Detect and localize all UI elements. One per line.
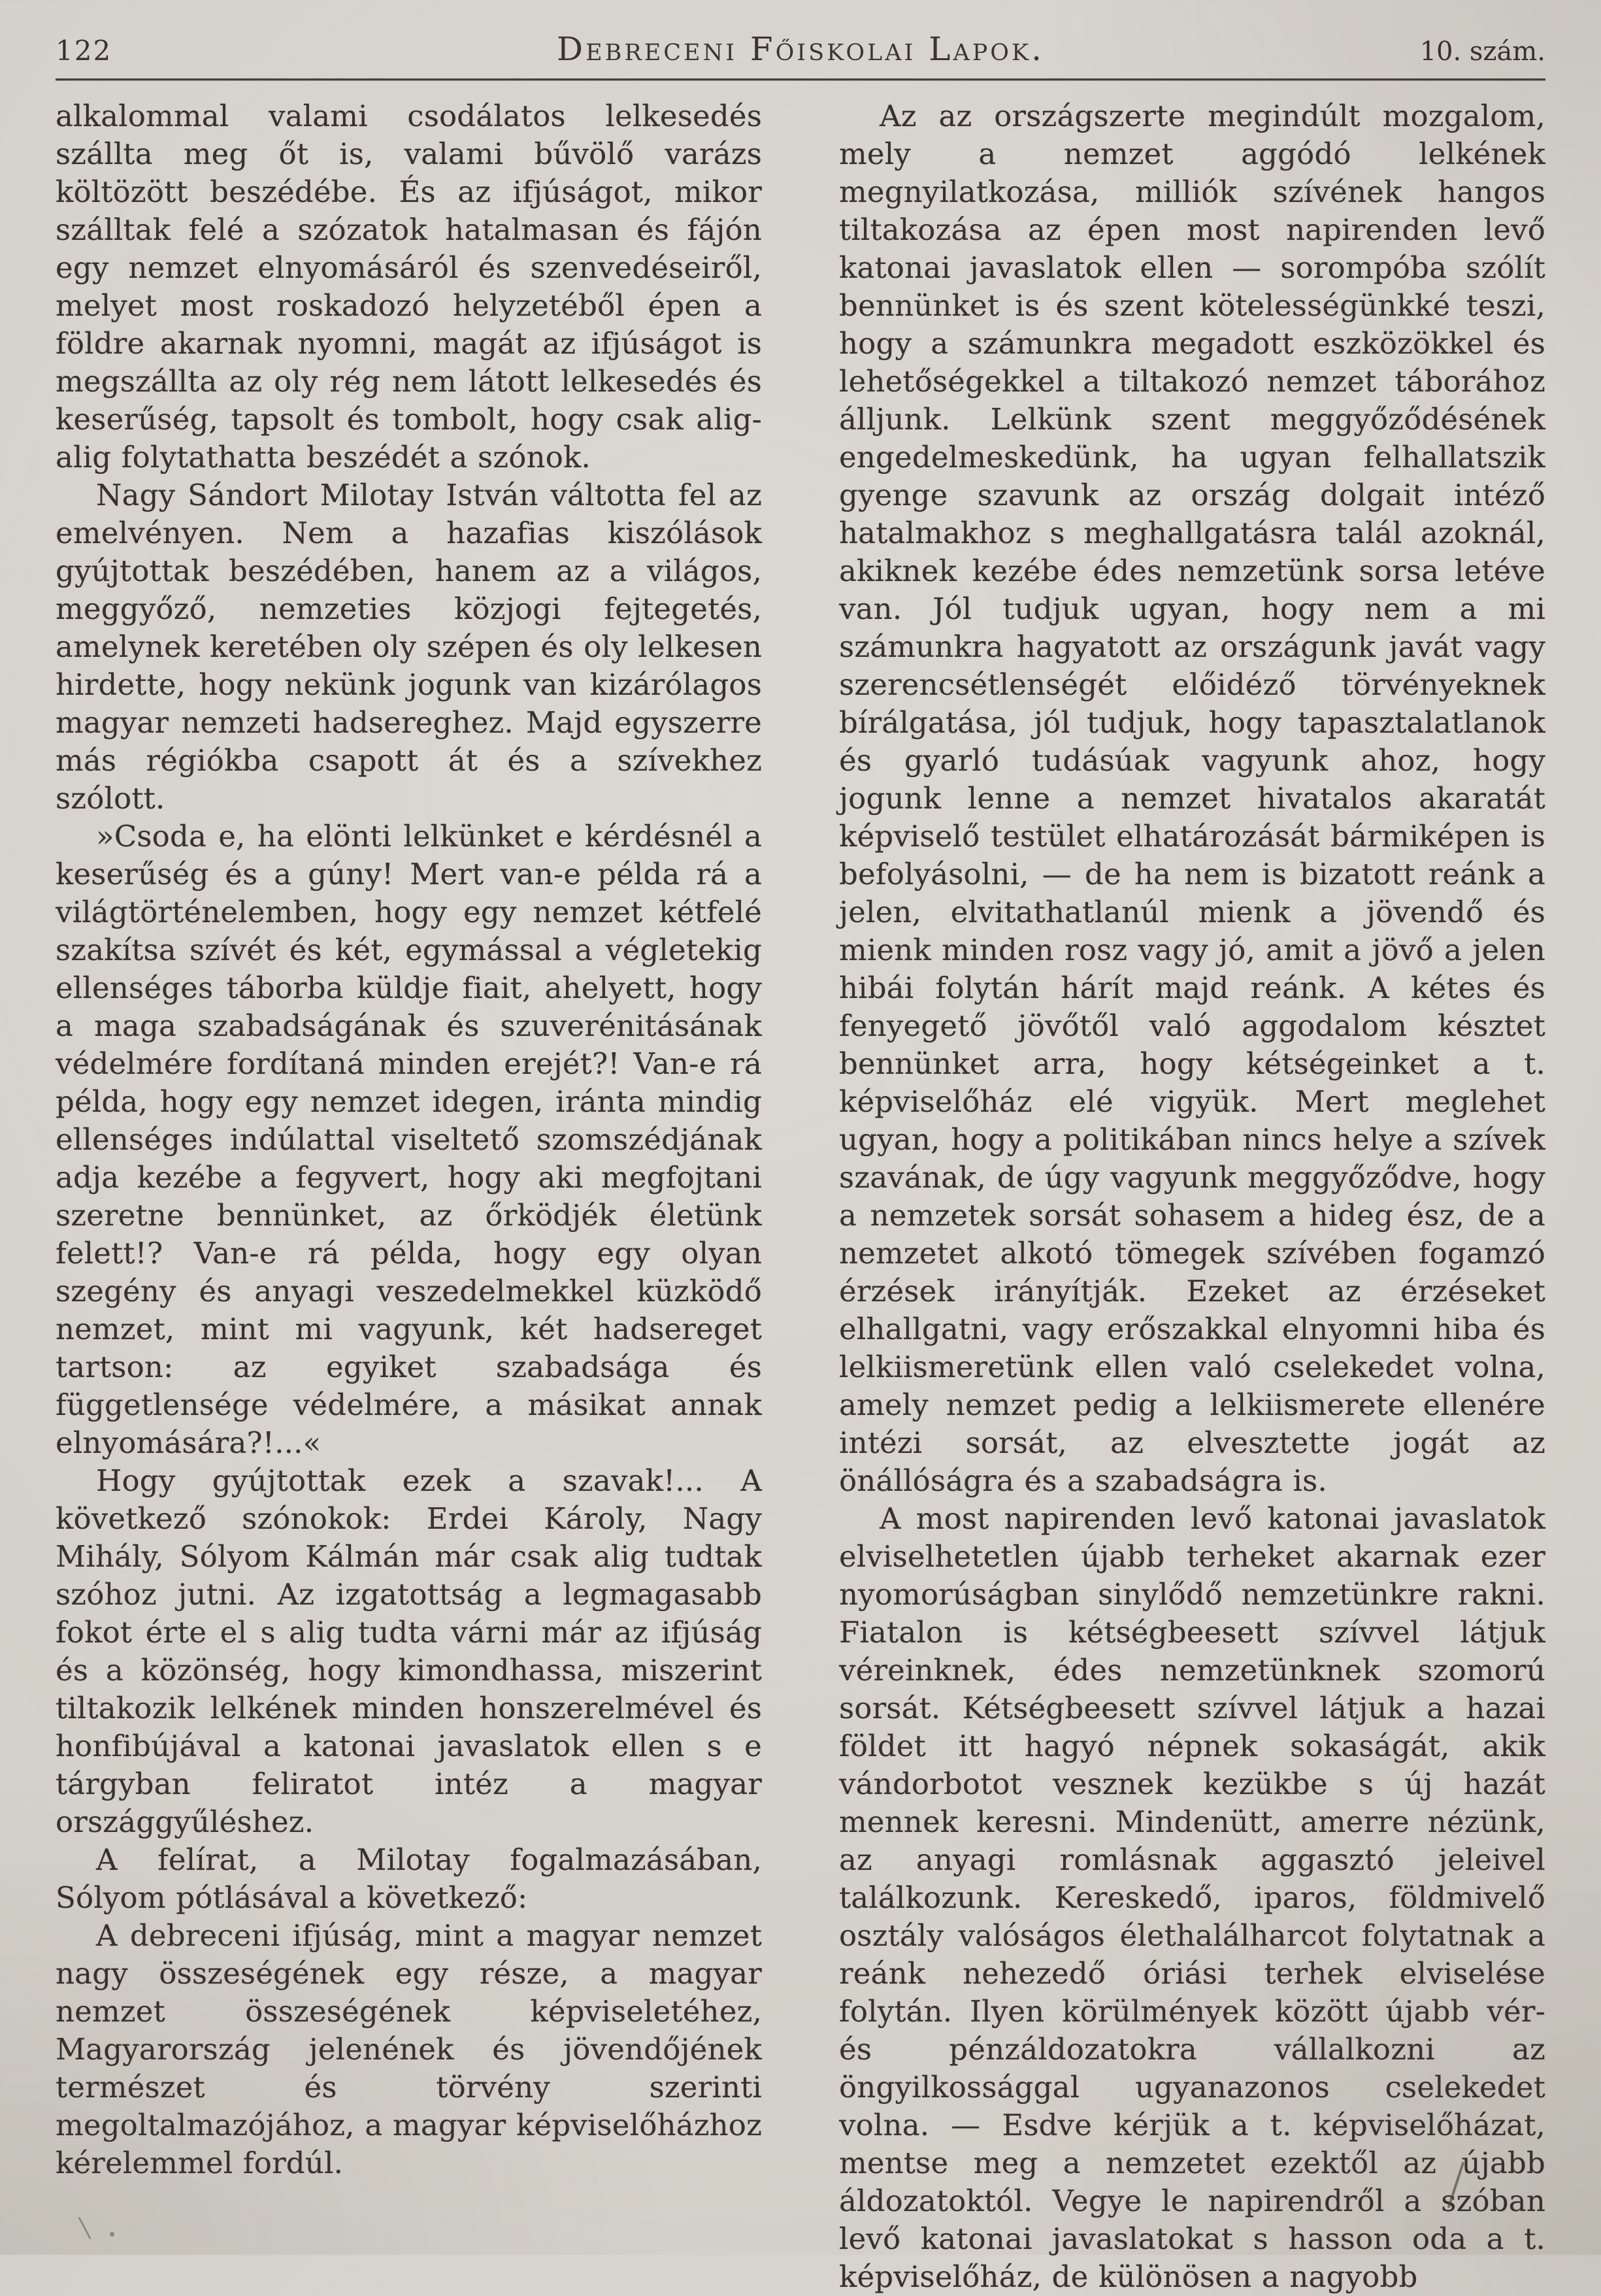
- paragraph: A debreceni ifjúság, mint a magyar nemzet nagy összeségének egy része, a magyar nemzet összeségének képviseletéhez, Magyarország jelenének és jövendőjének természet és törvény szerinti megoltalmazójához, a magyar képviselőházhoz kérelemmel fordúl.: [56, 1918, 762, 2180]
- article-columns: [56, 97, 1545, 2296]
- paragraph: »Csoda e, ha elönti lelkünket e kérdésnél a keserűség és a gúny! Mert van-e példa rá a világtörténelemben, hogy egy nemzet kétfelé szakítsa szívét és két, egymással a végletekig ellenséges táborba küldje fiait, ahelyett, hogy a maga szabadságának és szuverénitásának védelmére fordítaná minden erejét?! Van-e rá példa, hogy egy nemzet idegen, iránta mindig ellenséges indúlattal viseltető szomszédjának adja kezébe a fegyvert, hogy aki megfojtani szeretne bennünket, az őrködjék életünk felett!? Van-e rá példa, hogy egy olyan szegény és anyagi veszedelmekkel küzködő nemzet, mint mi vagyunk, két hadsereget tartson: az egyiket szabadsága és függetlensége védelmére, a másikat annak elnyomására?!...«: [56, 819, 762, 1460]
- paragraph: Az az országszerte megindúlt mozgalom, mely a nemzet aggódó lelkének megnyilatkozása, milliók szívének hangos tiltakozása az épen most napirenden levő katonai javaslatok ellen — sorompóba szólít bennünket is és szent kötelességünkké teszi, hogy a számunkra megadott eszközökkel és lehetőségekkel a tiltakozó nemzet táborához álljunk. Lelkünk szent meggyőződésének engedelmeskedünk, ha ugyan felhallatszik gyenge szavunk az ország dolgait intéző hatalmakhoz s meghallgatásra talál azoknál, akiknek kezébe édes nemzetünk sorsa letéve van. Jól tudjuk ugyan, hogy nem a mi számunkra hagyatott az országunk javát vagy szerencsétlenségét előidéző törvényeknek bírálgatása, jól tudjuk, hogy tapasztalatlanok és gyarló tudásúak vagyunk ahoz, hogy jogunk lenne a nemzet hivatalos akaratát képviselő testület elhatározását bármiképen is befolyásolni, — de ha nem is bizatott reánk a jelen, elvitathatlanúl mienk a jövendő és mienk minden rosz vagy jó, amit a jövő a jelen hibái folytán hárít majd reánk. A kétes és fenyegető jövőtől való aggodalom késztet bennünket arra, hogy kétségeinket a t. képviselőház elé vigyük. Mert meglehet ugyan, hogy a politikában nincs helye a szívek szavának, de úgy vagyunk meggyőződve, hogy a nemzetek sorsát sohasem a hideg ész, de a nemzetet alkotó tömegek szívében fogamzó érzések irányítják. Ezeket az érzéseket elhallgatni, vagy erőszakkal elnyomni hiba és lelkiismeretünk ellen való cselekedet volna, amely nemzet pedig a lelkiismerete ellenére intézi sorsát, az elvesztette jogát az önállóságra és a szabadságra is.: [839, 99, 1545, 1498]
- page-number: 122: [56, 35, 112, 67]
- pen-dot-bottom-left: [110, 2232, 114, 2237]
- header-rule: [56, 78, 1545, 80]
- paragraph: Nagy Sándort Milotay István váltotta fel az emelvényen. Nem a hazafias kiszólások gyújtottak beszédében, hanem az a világos, meggyőző, nemzeties közjogi fejtegetés, amelynek keretében oly szépen és oly lelkesen hirdette, hogy nekünk jogunk van kizárólagos magyar nemzeti hadsereghez. Majd egyszerre más régiókba csapott át és a szívekhez szólott.: [56, 478, 762, 816]
- issue-number: 10. szám.: [1419, 37, 1545, 67]
- paragraph: A felírat, a Milotay fogalmazásában, Sólyom pótlásával a következő:: [56, 1842, 762, 1915]
- journal-title: Debreceni Főiskolai Lapok.: [556, 30, 1045, 68]
- left-column: [56, 97, 762, 2296]
- paragraph: Hogy gyújtottak ezek a szavak!... A következő szónokok: Erdei Károly, Nagy Mihály, Sólyom Kálmán már csak alig tudtak szóhoz jutni. Az izgatottság a legmagasabb fokot érte el s alig tudta várni már az ifjúság és a közönség, hogy kimondhassa, miszerint tiltakozik lelkének minden honszerelmével és honfibújával a katonai javaslatok ellen s e tárgyban feliratot intéz a magyar országgyűléshez.: [56, 1463, 762, 1839]
- right-column: [839, 97, 1545, 2296]
- paragraph: alkalommal valami csodálatos lelkesedés szállta meg őt is, valami bűvölő varázs költözött beszédébe. És az ifjúságot, mikor szálltak felé a szózatok hatalmasan és fájón egy nemzet elnyomásáról és szenvedéseiről, melyet most roskadozó helyzetéből épen a földre akarnak nyomni, magát az ifjúságot is megszállta az oly rég nem látott lelkesedés és keserűség, tapsolt és tombolt, hogy csak alig-alig folytathatta beszédét a szónok.: [56, 99, 762, 474]
- page-header: [56, 30, 1545, 68]
- paragraph: A most napirenden levő katonai javaslatok elviselhetetlen újabb terheket akarnak ezer nyomorúságban sinylődő nemzetünkre rakni. Fiatalon is kétségbeesett szívvel látjuk véreinknek, édes nemzetünknek szomorú sorsát. Kétségbeesett szívvel látjuk a hazai földet itt hagyó népnek sokaságát, akik vándorbotot vesznek kezükbe s új hazát mennek keresni. Mindenütt, amerre nézünk, az anyagi romlásnak aggasztó jeleivel találkozunk. Kereskedő, iparos, földmivelő osztály valóságos élethalálharcot folytatnak a reánk nehezedő óriási terhek elviselése folytán. Ilyen körülmények között újabb vér- és pénzáldozatokra vállalkozni az öngyilkossággal ugyanazonos cselekedet volna. — Esdve kérjük a t. képviselőházat, mentse meg a nemzetet ezektől az újabb áldozatoktól. Vegye le napirendről a szóban levő katonai javaslatokat s hasson oda a t. képviselőház, de különösen a nagyobb: [839, 1501, 1545, 2294]
